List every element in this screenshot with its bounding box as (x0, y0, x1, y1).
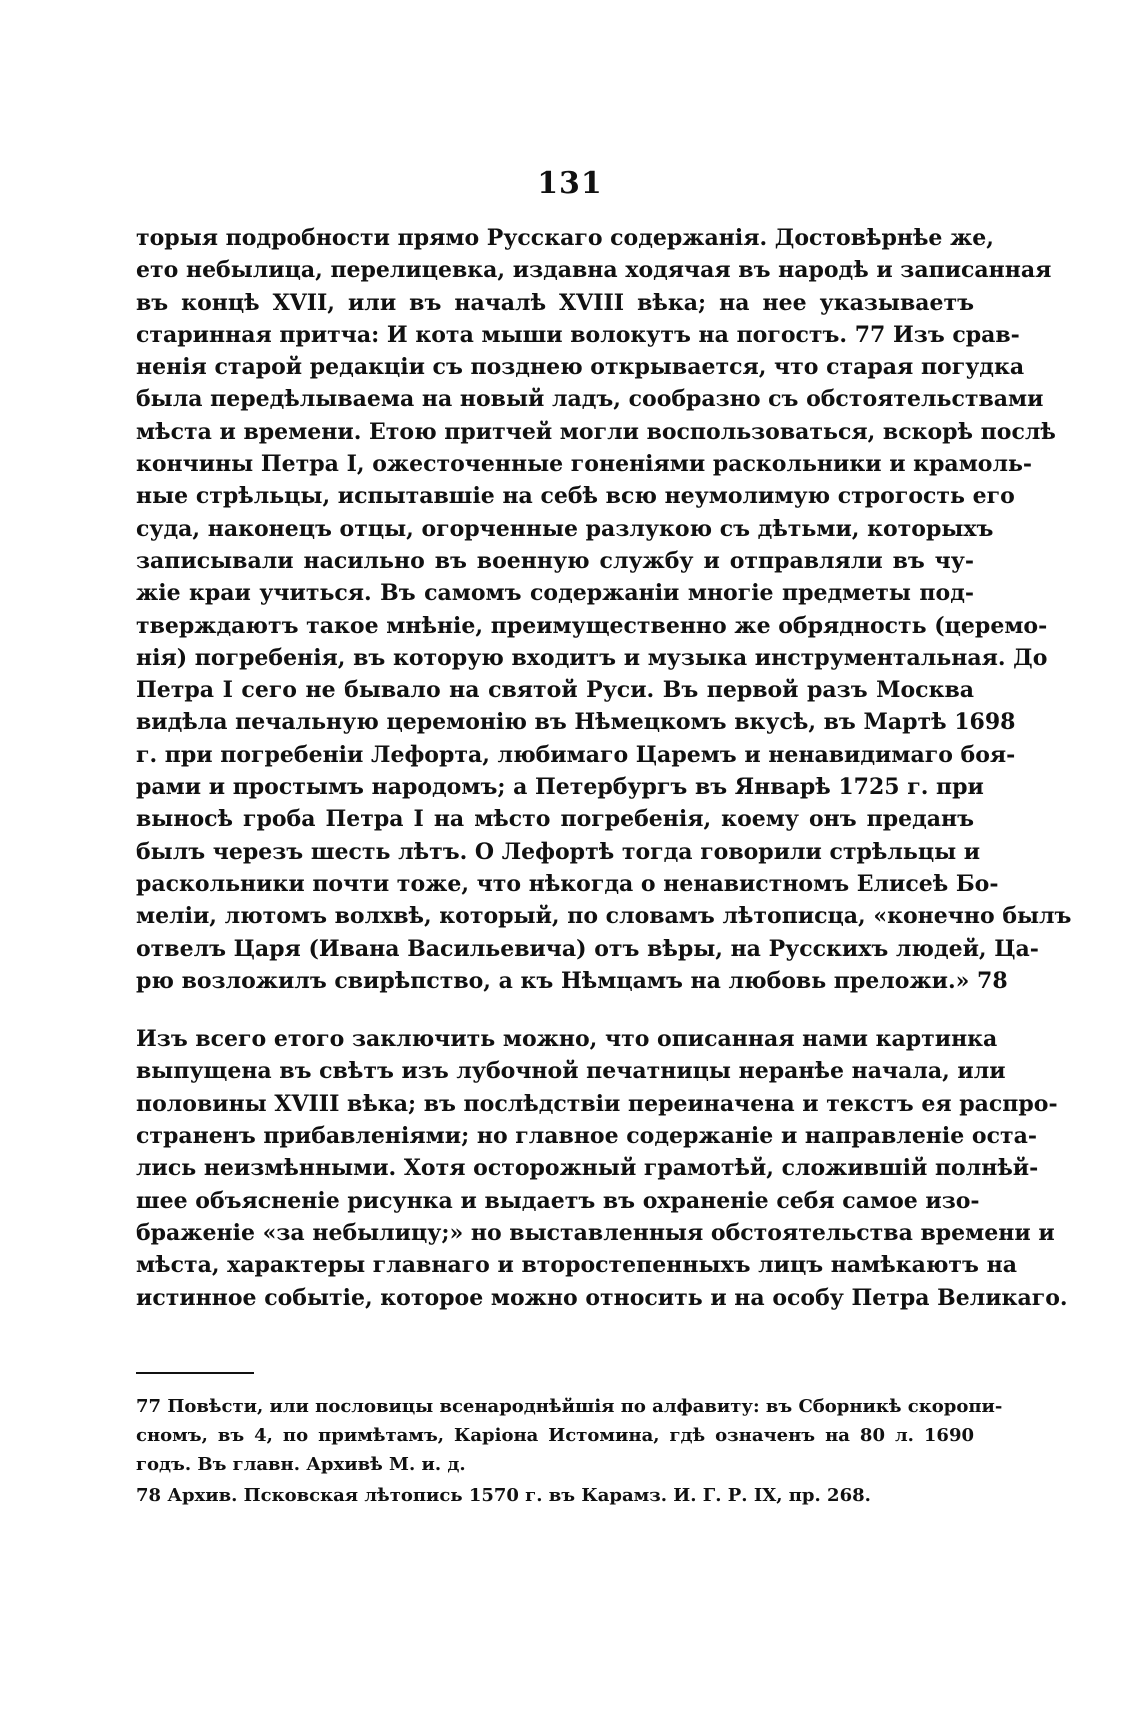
footnote-line: сномъ, въ 4, по примѣтамъ, Каріона Истомина, гдѣ означенъ на 80 л. 1690 (136, 1425, 974, 1446)
text-line: меліи, лютомъ волхвѣ, который, по словамъ лѣтописца, «конечно былъ (136, 903, 1072, 930)
text-line: торыя подробности прямо Русскаго содержанія. Достовѣрнѣе же, (136, 225, 994, 251)
text-line: видѣла печальную церемонію въ Нѣмецкомъ вкусѣ, въ Мартѣ 1698 (136, 709, 1016, 736)
text-line: раскольники почти тоже, что нѣкогда о ненавистномъ Елисеѣ Бо- (136, 870, 999, 897)
text-line: выпущена въ свѣтъ изъ лубочной печатницы неранѣе начала, или (136, 1058, 1006, 1085)
text-line: ето небылица, перелицевка, издавна ходячая въ народѣ и записанная (136, 257, 1052, 284)
footnote-divider (136, 1372, 254, 1374)
text-line: страненъ прибавленіями; но главное содержаніе и направленіе оста- (136, 1123, 1038, 1150)
text-line: выносѣ гроба Петра I на мѣсто погребенія, коему онъ преданъ (136, 806, 974, 833)
text-line: браженіе «за небылицу;» но выставленныя обстоятельства времени и (136, 1219, 1055, 1246)
footnote-line: 78 Архив. Псковская лѣтопись 1570 г. въ Карамз. И. Г. Р. IX, пр. 268. (136, 1485, 871, 1506)
footnote-line: 77 Повѣсти, или пословицы всенароднѣйшія по алфавиту: въ Сборникѣ скоропи- (136, 1396, 1003, 1417)
text-line: половины XVIII вѣка; въ послѣдствіи переиначена и текстъ ея распро- (136, 1090, 1058, 1117)
text-line: истинное событіе, которое можно относить и на особу Петра Великаго. (136, 1284, 1068, 1311)
text-line: ные стрѣльцы, испытавшіе на себѣ всю неумолимую строгость его (136, 483, 1015, 510)
footnotes (136, 1392, 1003, 1510)
footnote-78 (136, 1481, 974, 1510)
text-line: Изъ всего етого заключить можно, что описанная нами картинка (136, 1026, 998, 1053)
text-line: нія) погребенія, въ которую входитъ и музыка инструментальная. До (136, 644, 1048, 671)
text-line: кончины Петра I, ожесточенные гоненіями раскольники и крамоль- (136, 451, 1033, 478)
page-number: 131 (537, 166, 603, 201)
paragraph-1 (136, 222, 1072, 997)
text-line: рами и простымъ народомъ; а Петербургъ въ Январѣ 1725 г. при (136, 774, 984, 801)
text-line: Петра I сего не бывало на святой Руси. Въ первой разъ Москва (136, 677, 974, 704)
paragraph-2 (136, 1023, 1068, 1314)
text-line: былъ черезъ шесть лѣтъ. О Лефортѣ тогда говорили стрѣльцы и (136, 838, 981, 865)
text-line: шее объясненіе рисунка и выдаетъ въ охраненіе себя самое изо- (136, 1187, 980, 1214)
main-text (136, 222, 1072, 1314)
text-line: отвелъ Царя (Ивана Васильевича) отъ вѣры, на Русскихъ людей, Ца- (136, 935, 1039, 962)
text-line: въ концѣ XVII, или въ началѣ XVIII вѣка; на нее указываетъ (136, 289, 974, 316)
text-line: тверждаютъ такое мнѣніе, преимущественно же обрядность (церемо- (136, 612, 1048, 639)
text-line: г. при погребеніи Лефорта, любимаго Царемъ и ненавидимаго боя- (136, 741, 1016, 768)
text-line: записывали насильно въ военную службу и отправляли въ чу- (136, 547, 974, 574)
text-line: жіе краи учиться. Въ самомъ содержаніи многіе предметы под- (136, 580, 974, 607)
text-line: лись неизмѣнными. Хотя осторожный грамотѣй, сложившій полнѣй- (136, 1155, 1039, 1182)
footnote-line: годъ. Въ главн. Архивѣ М. и. д. (136, 1454, 466, 1475)
text-line: была передѣлываема на новый ладъ, сообразно съ обстоятельствами (136, 386, 1044, 413)
footnote-77 (136, 1392, 1003, 1479)
text-line: суда, наконецъ отцы, огорченные разлукою съ дѣтьми, которыхъ (136, 515, 994, 542)
text-line: ненія старой редакціи съ позднею открывается, что старая погудка (136, 354, 1025, 381)
text-line: старинная притча: И кота мыши волокутъ на погостъ. 77 Изъ срав- (136, 321, 1020, 348)
text-line: рю возложилъ свирѣпство, а къ Нѣмцамъ на любовь преложи.» 78 (136, 967, 1008, 994)
text-line: мѣста и времени. Етою притчей могли воспользоваться, вскорѣ послѣ (136, 418, 1056, 445)
text-line: мѣста, характеры главнаго и второстепенныхъ лицъ намѣкаютъ на (136, 1252, 1017, 1279)
